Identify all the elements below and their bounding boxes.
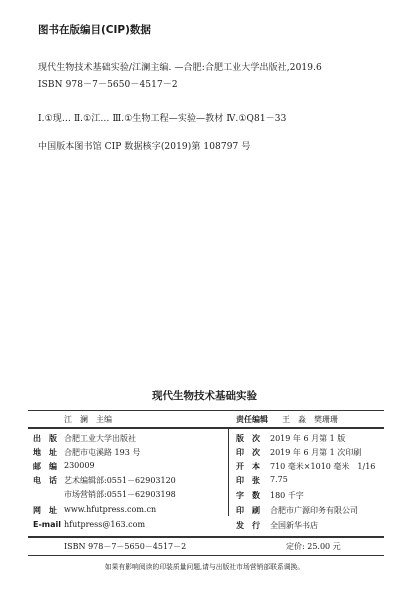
right-value-printer: 合肥市广源印务有限公司 (270, 506, 358, 515)
left-value-email: hfutpress@163.com (64, 520, 146, 529)
left-value-phone-art: 艺术编辑部:0551－62903120 (64, 476, 176, 485)
right-label-edition: 版 次 (236, 434, 260, 443)
responsible-editor-label: 责任编辑 (236, 415, 268, 424)
cip-line-2: ISBN 978－7－5650－4517－2 (38, 80, 178, 90)
cip-line-1: 现代生物技术基础实验/江澜主编. —合肥:合肥工业大学出版社,2019.6 (38, 63, 322, 73)
left-label-publisher: 出 版 (33, 434, 57, 443)
left-label-postcode: 邮 编 (33, 462, 57, 471)
footer-price: 定价: 25.00 元 (286, 542, 341, 551)
right-label-sheets: 印 张 (236, 476, 260, 485)
left-value-phone-marketing: 市场营销部:0551－62903198 (64, 490, 176, 499)
responsible-editor-names: 王 淼 樊珊珊 (282, 415, 338, 424)
right-value-printing: 2019 年 6 月第 1 次印刷 (270, 448, 362, 457)
footer-notice: 如果有影响阅读的印装质量问题,请与出版社市场营销部联系调换。 (104, 563, 305, 571)
left-label-email: E-mail (33, 520, 62, 529)
left-label-phone: 电 话 (33, 476, 57, 485)
right-value-sheets: 7.75 (270, 475, 288, 484)
chief-editor: 江 澜 主编 (64, 415, 112, 424)
right-label-printing: 印 次 (236, 448, 260, 457)
left-value-address: 合肥市屯溪路 193 号 (64, 448, 141, 457)
right-label-format: 开 本 (236, 462, 260, 471)
right-value-wordcount: 180 千字 (270, 491, 304, 500)
footer-rule (28, 555, 384, 556)
cip-line-4: 中国版本图书馆 CIP 数据核字(2019)第 108797 号 (38, 142, 251, 152)
table-bottom-rule (28, 536, 384, 538)
left-value-website: www.hfutpress.com.cn (64, 505, 157, 514)
table-top-rule (28, 427, 384, 429)
cip-heading: 图书在版编目(CIP)数据 (38, 24, 151, 36)
right-label-wordcount: 字 数 (236, 491, 260, 500)
table-divider (228, 428, 229, 516)
footer-isbn: ISBN 978－7－5650－4517－2 (64, 542, 187, 551)
right-value-format: 710 毫米×1010 毫米 1/16 (270, 462, 376, 471)
book-title: 现代生物技术基础实验 (152, 390, 257, 402)
left-label-website: 网 址 (33, 506, 57, 515)
left-label-address: 地 址 (33, 448, 57, 457)
right-label-printer: 印 刷 (236, 506, 260, 515)
right-value-distribution: 全国新华书店 (270, 521, 318, 530)
left-value-postcode: 230009 (64, 461, 95, 470)
left-value-publisher: 合肥工业大学出版社 (64, 434, 136, 443)
right-label-distribution: 发 行 (236, 521, 260, 530)
cip-line-3: Ⅰ.①现… Ⅱ.①江… Ⅲ.①生物工程—实验—教材 Ⅳ.①Q81－33 (38, 114, 287, 124)
right-value-edition: 2019 年 6 月第 1 版 (270, 434, 346, 443)
top-rule (28, 410, 384, 411)
